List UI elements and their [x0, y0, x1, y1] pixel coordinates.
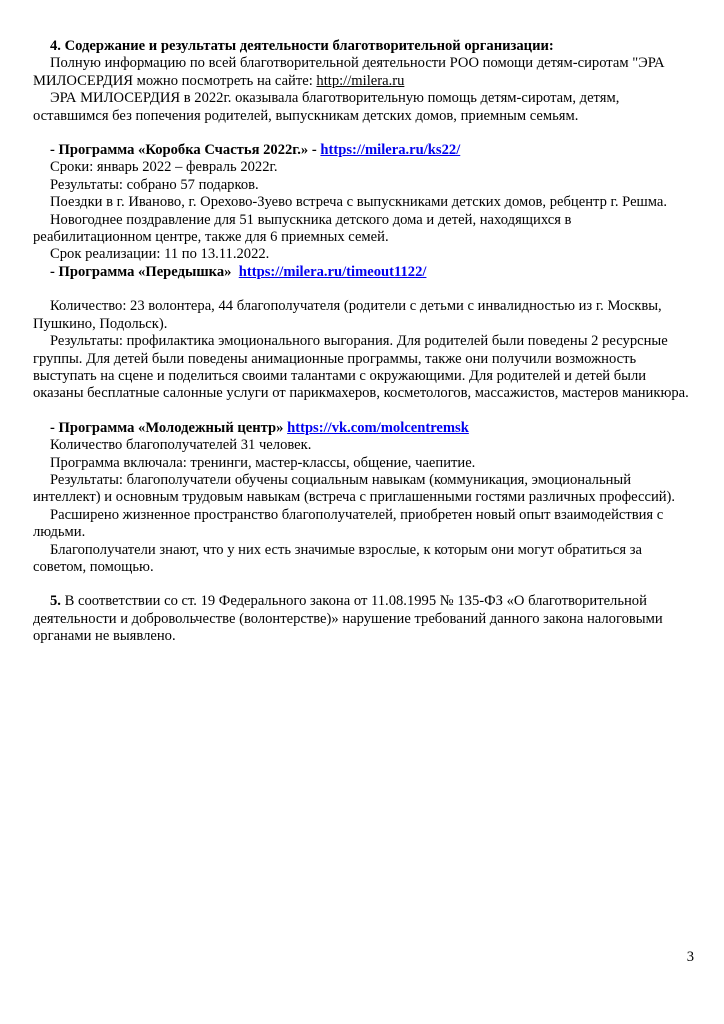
program1-period: Срок реализации: 11 по 13.11.2022. — [50, 246, 270, 263]
program2-link[interactable]: https://milera.ru/timeout1122/ — [238, 263, 427, 280]
program3-expanded: Расширено жизненное пространство благополучателей, приобретен новый опыт взаимодействия с людьми. — [33, 506, 664, 541]
program1-heading — [33, 142, 693, 159]
program1-results: Результаты: собрано 57 подарков. — [50, 176, 259, 193]
section5-number: 5. — [50, 593, 61, 610]
program1-link[interactable]: https://milera.ru/ks22/ — [320, 142, 461, 159]
program1-title: - Программа «Коробка Счастья 2022г.» - — [50, 142, 317, 159]
program3-results: Результаты: благополучатели обучены социальным навыкам (коммуникация, эмоциональный интеллект) и основным трудовым навыкам (встреча с приглашенными гостями различных профессий). — [33, 471, 676, 506]
program3-count: Количество благополучателей 31 человек. — [50, 437, 312, 454]
program3-heading — [33, 420, 693, 437]
program2-heading — [33, 264, 693, 281]
spacer — [33, 281, 693, 298]
section4-summary: ЭРА МИЛОСЕРДИЯ в 2022г. оказывала благотворительную помощь детям-сиротам, детям, оставшимся без попечения родителей, выпускникам детских домов, приемным семьям. — [33, 90, 620, 124]
section4-heading: 4. Содержание и результаты деятельности благотворительной организации: — [50, 38, 554, 54]
program2-count: Количество: 23 волонтера, 44 благополучателя (родители с детьми с инвалидностью из г. Москвы, Пушкино, Подольск). — [33, 298, 662, 332]
page-content — [33, 38, 693, 646]
program3-title: - Программа «Молодежный центр» — [50, 419, 284, 436]
spacer — [33, 403, 693, 420]
program1-terms: Сроки: январь 2022 – февраль 2022г. — [50, 159, 278, 176]
page-number: 3 — [686, 949, 694, 965]
section5-paragraph — [33, 593, 693, 645]
section4-intro-text: Полную информацию по всей благотворительной деятельности РОО помощи детям-сиротам "ЭРА МИЛОСЕРДИЯ можно посмотреть на сайте: — [33, 55, 665, 89]
program3-adults: Благополучатели знают, что у них есть значимые взрослые, к которым они могут обратиться за советом, помощью. — [33, 541, 642, 575]
program1-newyear: Новогоднее поздравление для 51 выпускника детского дома и детей, находящихся в реабилитационном центре, также для 6 приемных семей. — [33, 211, 572, 246]
milera-site-link[interactable]: http://milera.ru — [316, 72, 405, 89]
section5-text: В соответствии со ст. 19 Федерального закона от 11.08.1995 № 135-ФЗ «О благотворительной деятельности и добровольчестве (волонтерстве)» нарушение требований данного закона налоговыми органами не выявлено. — [33, 593, 663, 645]
spacer — [33, 125, 693, 142]
program2-title: - Программа «Передышка» — [50, 263, 232, 280]
program3-link[interactable]: https://vk.com/molcentremsk — [287, 419, 469, 436]
program3-included: Программа включала: тренинги, мастер-классы, общение, чаепитие. — [50, 454, 476, 471]
program2-results: Результаты: профилактика эмоционального выгорания. Для родителей были поведены 2 ресурсные группы. Для детей были поведены анимационные программы, также они получили возможность выступать на сцене и поделиться своими талантами с окружающими. Для родителей и детей были оказаны бесплатные салонные услуги от парикмахеров, косметологов, массажистов, мастеров маникюра. — [33, 333, 689, 402]
spacer — [33, 576, 693, 593]
program1-trips: Поездки в г. Иваново, г. Орехово-Зуево встреча с выпускниками детских домов, ребцентр г. Решма. — [50, 194, 668, 211]
section4-intro — [33, 55, 693, 90]
